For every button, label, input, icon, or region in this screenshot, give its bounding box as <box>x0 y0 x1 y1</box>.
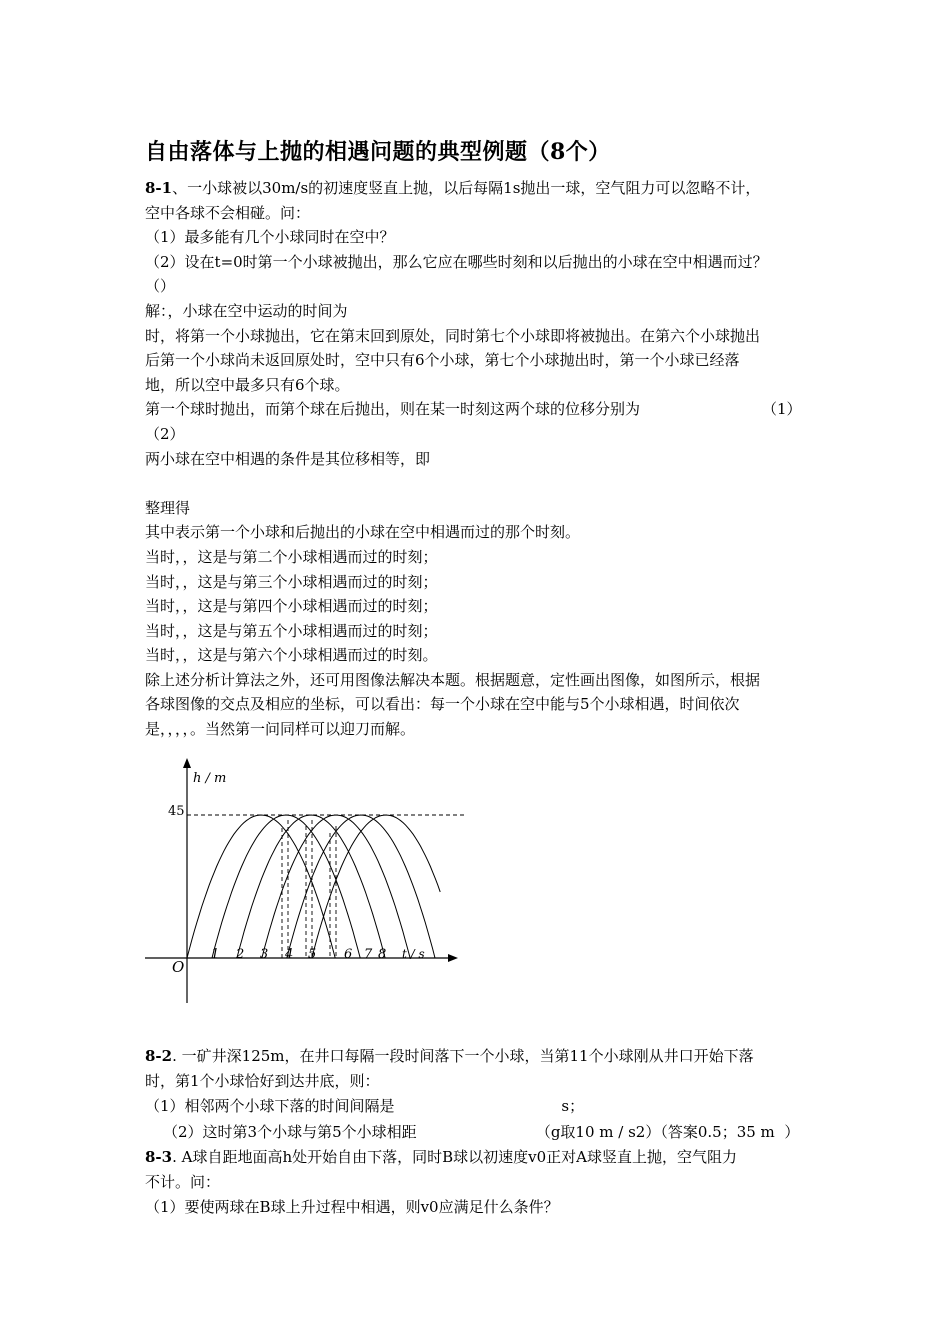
solution-line: 后第一个小球尚未返回原处时，空中只有6个小球，第七个小球抛出时，第一个小球已经落 <box>145 351 740 370</box>
y-axis-label: h / m <box>193 771 227 786</box>
x-tick-label: 3 <box>260 947 269 962</box>
equation-number-2: （2） <box>145 424 185 443</box>
trajectory-arc <box>187 815 335 958</box>
x-tick-label: 2 <box>236 947 245 962</box>
equation-number-1: （1） <box>762 400 802 419</box>
problem-line: 空中各球不会相碰。问： <box>145 203 311 222</box>
solution-line: 整理得 <box>145 498 191 517</box>
problem-line: 8-2. 一矿井深125m，在井口每隔一段时间落下一个小球，当第11个小球刚从井口开始下落 <box>145 1047 754 1065</box>
problem-number: 8-3 <box>145 1147 173 1166</box>
question-1: （1）相邻两个小球下落的时间间隔是 s； <box>145 1097 585 1116</box>
meeting-time-line: 当时，，这是与第四个小球相遇而过的时刻； <box>145 597 438 616</box>
question-2: （2）这时第3个小球与第5个小球相距 （g取10 m / s2）（答案0.5；35 m ） <box>163 1122 800 1141</box>
problem-line: 不计。问： <box>145 1173 221 1192</box>
y-axis-arrow <box>183 758 191 768</box>
problem-line: 8-1、一小球被以30m/s的初速度竖直上抛，以后每隔1s抛出一球，空气阻力可以忽略不计， <box>145 179 761 197</box>
x-tick-label: 5 <box>308 947 317 962</box>
solution-line: 两小球在空中相遇的条件是其位移相等，即 <box>145 449 431 468</box>
problem-number: 8-1 <box>145 179 173 197</box>
meeting-time-line: 当时，，这是与第五个小球相遇而过的时刻； <box>145 621 438 640</box>
x-tick-label: 6 <box>344 947 353 962</box>
problem-line: 时，第1个小球恰好到达井底，则： <box>145 1072 380 1091</box>
solution-line: 解：，小球在空中运动的时间为 <box>145 301 348 320</box>
x-axis-arrow <box>448 954 458 962</box>
solution-line: 地，所以空中最多只有6个球。 <box>145 375 350 394</box>
x-tick-labels <box>211 947 386 962</box>
x-tick-label: 4 <box>285 947 294 962</box>
trajectory-arc <box>212 815 360 958</box>
trajectory-arc <box>237 815 385 958</box>
solution-line: 其中表示第一个小球和后抛出的小球在空中相遇而过的那个时刻。 <box>145 523 581 542</box>
problem-number: 8-2 <box>145 1047 173 1065</box>
solution-line: 除上述分析计算法之外，还可用图像法解决本题。根据题意，定性画出图像，如图所示，根据 <box>145 670 761 689</box>
solution-line: 第一个球时抛出，而第个球在后抛出，则在某一时刻这两个球的位移分别为 （1） <box>145 397 815 422</box>
x-tick-label: 8 <box>378 947 387 962</box>
trajectory-arcs <box>187 815 440 958</box>
x-tick-label: 7 <box>364 947 373 962</box>
max-height-label: 45 <box>168 804 185 819</box>
x-tick-label: 1 <box>211 947 220 962</box>
problems-8-2-8-3 <box>145 1044 815 1220</box>
question-1: （1）最多能有几个小球同时在空中？ <box>145 228 395 247</box>
document-title: 自由落体与上抛的相遇问题的典型例题（8个） <box>145 139 611 165</box>
height-time-graph <box>140 758 470 1008</box>
problem-line: 8-3. A球自距地面高h处开始自由下落，同时B球以初速度v0正对A球竖直上抛，空气阻力 <box>145 1147 738 1166</box>
origin-label: O <box>172 958 185 976</box>
meeting-time-line: 当时，，这是与第六个小球相遇而过的时刻。 <box>145 646 438 665</box>
meeting-time-line: 当时，，这是与第二个小球相遇而过的时刻； <box>145 547 438 566</box>
trajectory-arc <box>312 815 440 958</box>
solution-line: 是，，，，。当然第一问同样可以迎刀而解。 <box>145 720 416 739</box>
intersection-dashed-lines <box>282 820 336 958</box>
problem-8-1 <box>145 176 815 742</box>
question-2-answer: （） <box>145 277 176 296</box>
solution-line: 时，将第一个小球抛出，它在第末回到原处，同时第七个小球即将被抛出。在第六个小球抛出 <box>145 326 761 345</box>
meeting-time-line: 当时，，这是与第三个小球相遇而过的时刻； <box>145 572 438 591</box>
x-axis-label: t / s <box>402 947 425 961</box>
solution-line: 各球图像的交点及相应的坐标，可以看出：每一个小球在空中能与5个小球相遇，时间依次 <box>145 695 740 714</box>
question-2: （2）设在t=0时第一个小球被抛出，那么它应在哪些时刻和以后抛出的小球在空中相遇而过？ <box>145 252 768 271</box>
trajectory-arc <box>287 815 435 958</box>
blank-line <box>145 471 815 496</box>
question-1: （1）要使两球在B球上升过程中相遇，则v0应满足什么条件？ <box>145 1198 559 1217</box>
